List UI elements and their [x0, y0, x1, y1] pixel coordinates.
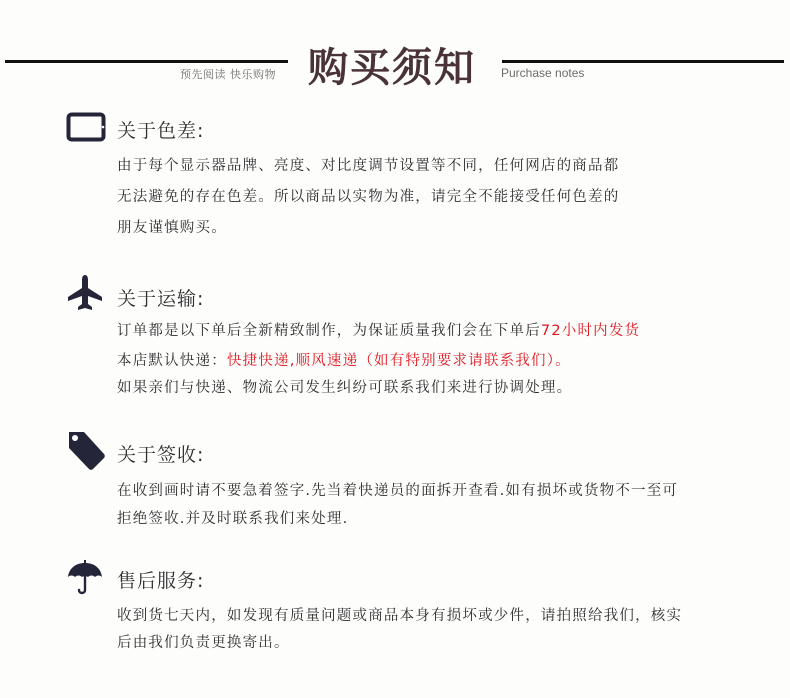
paragraph-line: 朋友谨慎购买。: [117, 220, 227, 236]
airplane-icon: [66, 274, 106, 314]
header-divider-left: [5, 60, 288, 63]
tablet-icon: [66, 110, 106, 150]
shipping-text: 订单都是以下单后全新精致制作，为保证质量我们会在下单后: [117, 323, 541, 339]
paragraph-line: 如果亲们与快递、物流公司发生纠纷可联系我们来进行协调处理。: [117, 380, 573, 396]
paragraph-line: 无法避免的存在色差。所以商品以实物为准，请完全不能接受任何色差的: [117, 189, 620, 205]
section-title: 关于签收:: [117, 444, 205, 466]
paragraph-line: [117, 349, 571, 370]
courier-label: 本店默认快递：: [117, 353, 227, 369]
section-title: 售后服务:: [117, 570, 205, 592]
header-subtitle-cn: 预先阅读 快乐购物: [180, 68, 276, 81]
tag-icon: [66, 430, 106, 470]
section-title: 关于运输:: [117, 288, 205, 310]
header-divider-right: [502, 60, 784, 63]
page-title: 购买须知: [308, 45, 476, 91]
paragraph-line: [117, 319, 640, 340]
umbrella-icon: [66, 559, 106, 599]
paragraph-line: 在收到画时请不要急着签字.先当着快递员的面拆开查看.如有损坏或货物不一至可: [117, 483, 679, 499]
page-header: [0, 0, 790, 100]
paragraph-line: 拒绝签收.并及时联系我们来处理.: [117, 511, 349, 527]
paragraph-line: 由于每个显示器品牌、亮度、对比度调节设置等不同，任何网店的商品都: [117, 158, 620, 174]
shipping-highlight: 72小时内发货: [540, 323, 641, 339]
courier-highlight: 快捷快递,顺风速递（如有特别要求请联系我们）。: [226, 353, 571, 369]
paragraph-line: 后由我们负责更换寄出。: [117, 635, 290, 651]
header-subtitle-en: Purchase notes: [501, 66, 585, 80]
paragraph-line: 收到货七天内，如发现有质量问题或商品本身有损坏或少件，请拍照给我们，核实: [117, 608, 683, 624]
section-title: 关于色差:: [117, 120, 205, 142]
